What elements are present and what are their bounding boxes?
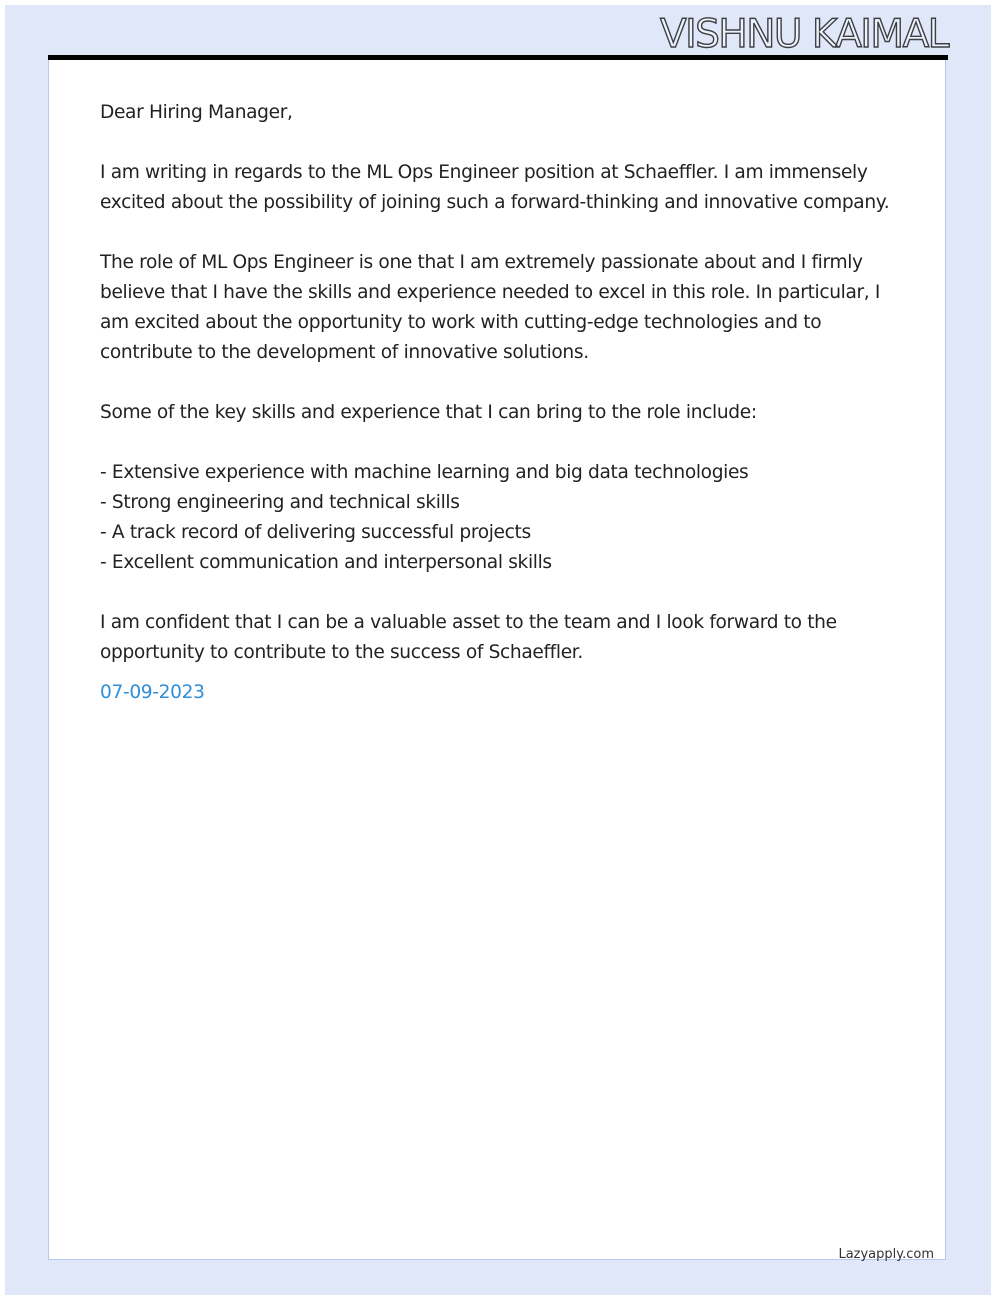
- footer-credit: Lazyapply.com: [838, 1247, 934, 1262]
- letter-date: 07-09-2023: [100, 682, 205, 703]
- skill-item: - Extensive experience with machine learning and big data technologies: [100, 462, 749, 483]
- paragraph-role: The role of ML Ops Engineer is one that I am extremely passionate about and I firmly believe that I have the skills and experience needed to excel in this role. In particular, I am excited about the opportunity to work with cutting-edge technologies and to contribute to the development of innovative solutions.: [100, 252, 881, 363]
- greeting: Dear Hiring Manager,: [100, 102, 293, 123]
- letter-body: [100, 98, 900, 668]
- paragraph-closing: I am confident that I can be a valuable asset to the team and I look forward to the opportunity to contribute to the success of Schaeffler.: [100, 612, 837, 663]
- skill-item: - Excellent communication and interpersonal skills: [100, 552, 552, 573]
- skill-item: - Strong engineering and technical skills: [100, 492, 460, 513]
- paragraph-skills-intro: Some of the key skills and experience that I can bring to the role include:: [100, 402, 757, 423]
- paragraph-intro: I am writing in regards to the ML Ops Engineer position at Schaeffler. I am immensely excited about the possibility of joining such a forward-thinking and innovative company.: [100, 162, 890, 213]
- skills-list: [100, 458, 900, 578]
- skill-item: - A track record of delivering successful projects: [100, 522, 531, 543]
- applicant-name: VISHNU KAIMAL: [659, 12, 948, 57]
